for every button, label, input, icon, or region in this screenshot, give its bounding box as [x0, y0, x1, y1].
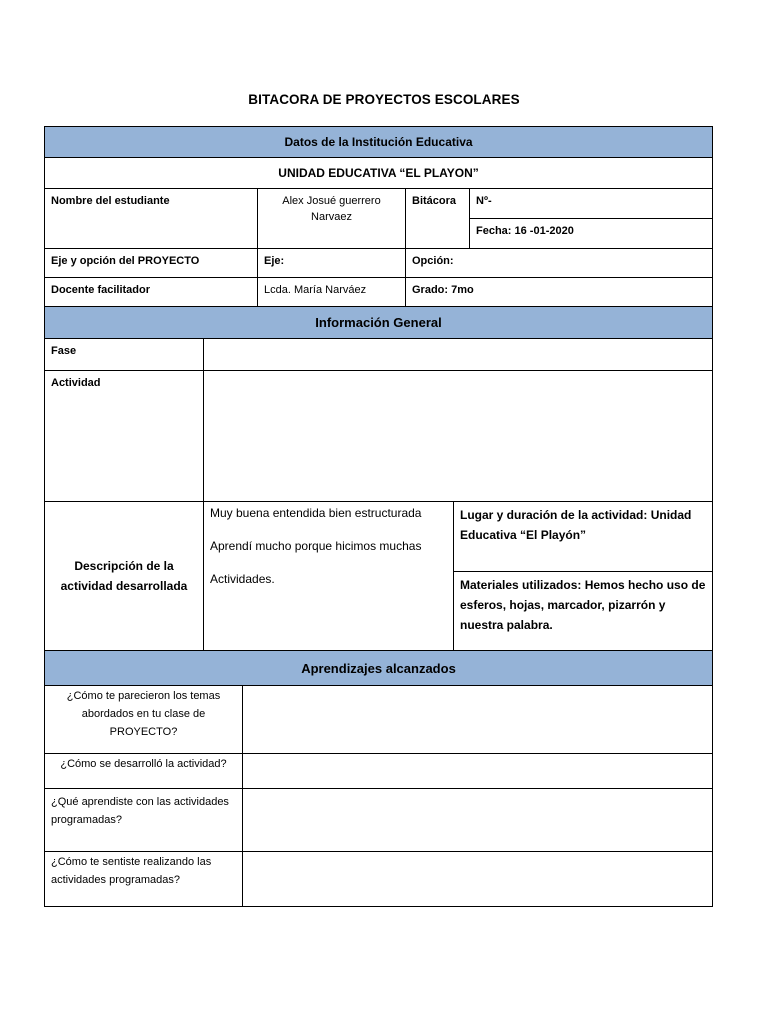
answer-aprendiste: [243, 789, 713, 852]
nombre-line-2: Narvaez: [311, 211, 352, 223]
descripcion-line-1: Muy buena entendida bien estructurada: [210, 506, 422, 520]
opcion-label: Opción:: [406, 249, 713, 278]
nombre-value: [258, 189, 406, 249]
question-desarrollo: ¿Cómo se desarrolló la actividad?: [45, 754, 243, 789]
question-aprendiste: ¿Qué aprendiste con las actividades programadas?: [45, 789, 243, 852]
docente-label: Docente facilitador: [45, 278, 258, 307]
actividad-label: Actividad: [45, 371, 204, 502]
descripcion-label: Descripción de la actividad desarrollada: [45, 502, 204, 651]
question-temas: ¿Cómo te parecieron los temas abordados en tu clase de PROYECTO?: [45, 686, 243, 754]
numero-label: Nº-: [470, 189, 713, 219]
materiales-utilizados: Materiales utilizados: Hemos hecho uso de esferos, hojas, marcador, pizarrón y nuestra palabra.: [454, 572, 713, 651]
datos-header: Datos de la Institución Educativa: [45, 127, 713, 158]
lugar-duracion: Lugar y duración de la actividad: Unidad Educativa “El Playón”: [454, 502, 713, 572]
grado-label: Grado: 7mo: [406, 278, 713, 307]
descripcion-line-2: Aprendí mucho porque hicimos muchas: [210, 539, 422, 553]
question-sentiste: ¿Cómo te sentiste realizando las actividades programadas?: [45, 852, 243, 907]
informacion-header: Información General: [45, 307, 713, 339]
nombre-line-1: Alex Josué guerrero: [282, 195, 381, 207]
page-title: BITACORA DE PROYECTOS ESCOLARES: [248, 92, 520, 107]
aprendizajes-header: Aprendizajes alcanzados: [45, 651, 713, 686]
nombre-label: Nombre del estudiante: [45, 189, 258, 249]
datos-table: [44, 126, 713, 307]
actividad-value: [204, 371, 713, 502]
descripcion-value: [204, 502, 454, 651]
answer-desarrollo: [243, 754, 713, 789]
fecha-label: Fecha: 16 -01-2020: [470, 219, 713, 249]
eje-opcion-label: Eje y opción del PROYECTO: [45, 249, 258, 278]
eje-label: Eje:: [258, 249, 406, 278]
descripcion-line-3: Actividades.: [210, 572, 275, 586]
docente-value: Lcda. María Narváez: [258, 278, 406, 307]
aprendizajes-table: [44, 650, 713, 907]
bitacora-label: Bitácora: [406, 189, 470, 249]
informacion-table: [44, 306, 713, 651]
fase-value: [204, 339, 713, 371]
answer-sentiste: [243, 852, 713, 907]
unidad-educativa: UNIDAD EDUCATIVA “EL PLAYON”: [45, 158, 713, 189]
answer-temas: [243, 686, 713, 754]
fase-label: Fase: [45, 339, 204, 371]
